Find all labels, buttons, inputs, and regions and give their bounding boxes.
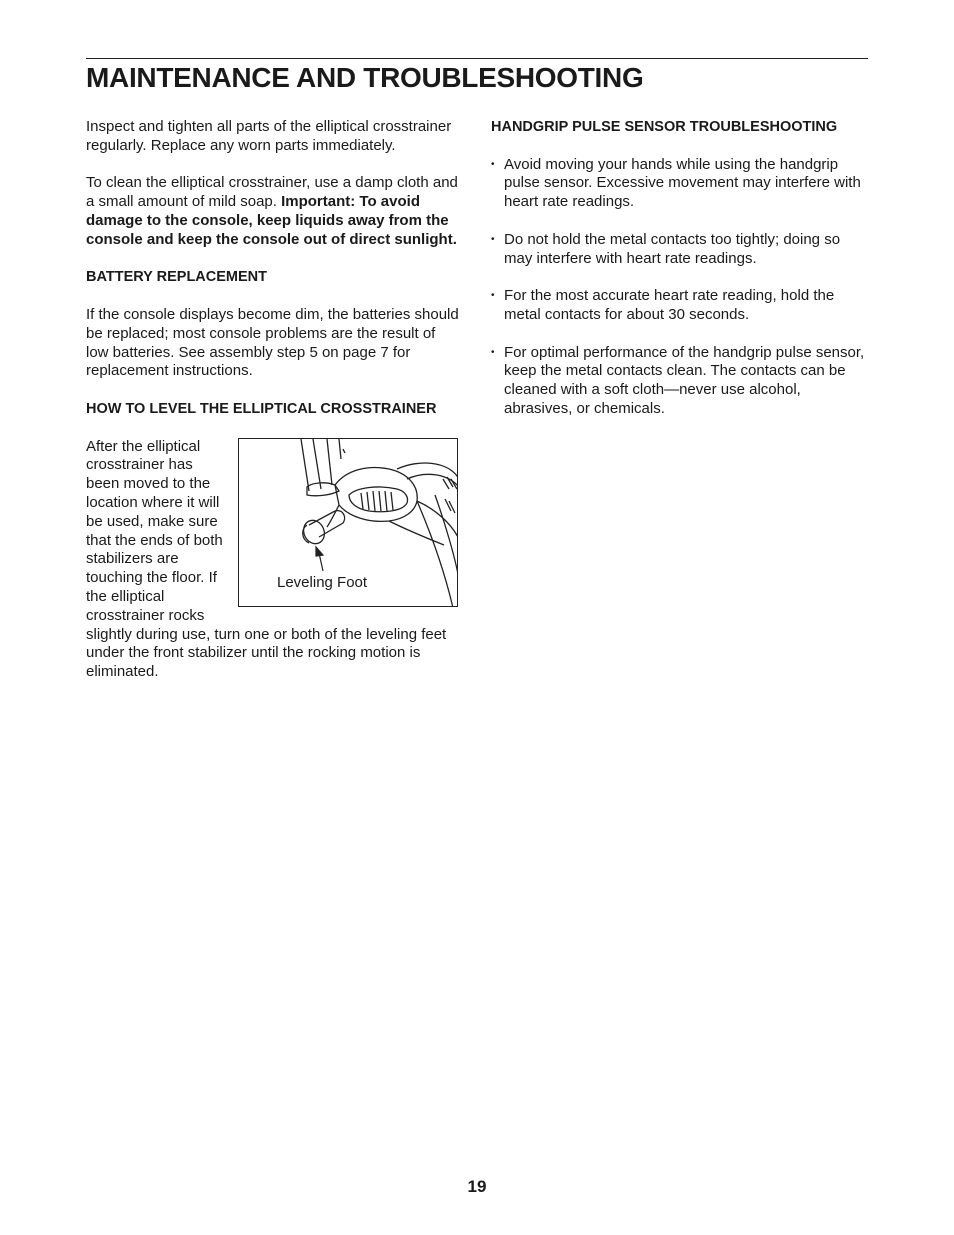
- battery-paragraph: If the console displays become dim, the batteries should be replaced; most console problems are the result of low batteries. See assembly step 5 on page 7 for replacement instructions.: [86, 305, 459, 380]
- page-number: 19: [467, 1177, 487, 1196]
- right-column: [491, 118, 869, 438]
- leveling-foot-figure: [238, 438, 458, 607]
- level-paragraph: After the elliptical crosstrainer has been moved to the location where it will be used, make sure that the ends of both stabilizers are touching the floor. If the elliptical crosstrainer rocks slightly during use, turn one or both of the leveling feet under the front stabilizer until the rocking motion is eliminated.: [86, 437, 447, 681]
- level-heading: HOW TO LEVEL THE ELLIPTICAL CROSSTRAINER: [86, 400, 437, 417]
- list-item: • Avoid moving your hands while using the handgrip pulse sensor. Excessive movement may interfere with heart rate readings.: [491, 156, 869, 212]
- list-item: • Do not hold the metal contacts too tightly; doing so may interfere with heart rate readings.: [491, 231, 869, 269]
- battery-heading: BATTERY REPLACEMENT: [86, 269, 267, 286]
- handgrip-heading: HANDGRIP PULSE SENSOR TROUBLESHOOTING: [491, 119, 838, 135]
- list-item: • For optimal performance of the handgrip pulse sensor, keep the metal contacts clean. The contacts can be cleaned with a soft cloth—never use alcohol, abrasives, or chemicals.: [491, 344, 869, 419]
- handgrip-bullet-list: [491, 156, 869, 419]
- intro-paragraph: Inspect and tighten all parts of the elliptical crosstrainer regularly. Replace any worn parts immediately.: [86, 118, 452, 154]
- cleaning-paragraph: [86, 174, 462, 249]
- cleaning-text: To clean the elliptical crosstrainer, use a damp cloth and a small amount of mild soap.: [86, 174, 458, 211]
- leveling-foot-label: Leveling Foot: [277, 573, 368, 591]
- cleaning-important: Important: To avoid damage to the console, keep liquids away from the console and keep the console out of direct sunlight.: [86, 193, 457, 248]
- page-title: MAINTENANCE AND TROUBLESHOOTING: [86, 62, 644, 93]
- level-section: [86, 438, 462, 682]
- title-rule: [86, 58, 868, 59]
- left-column: [86, 118, 462, 682]
- list-item: • For the most accurate heart rate reading, hold the metal contacts for about 30 seconds.: [491, 287, 869, 325]
